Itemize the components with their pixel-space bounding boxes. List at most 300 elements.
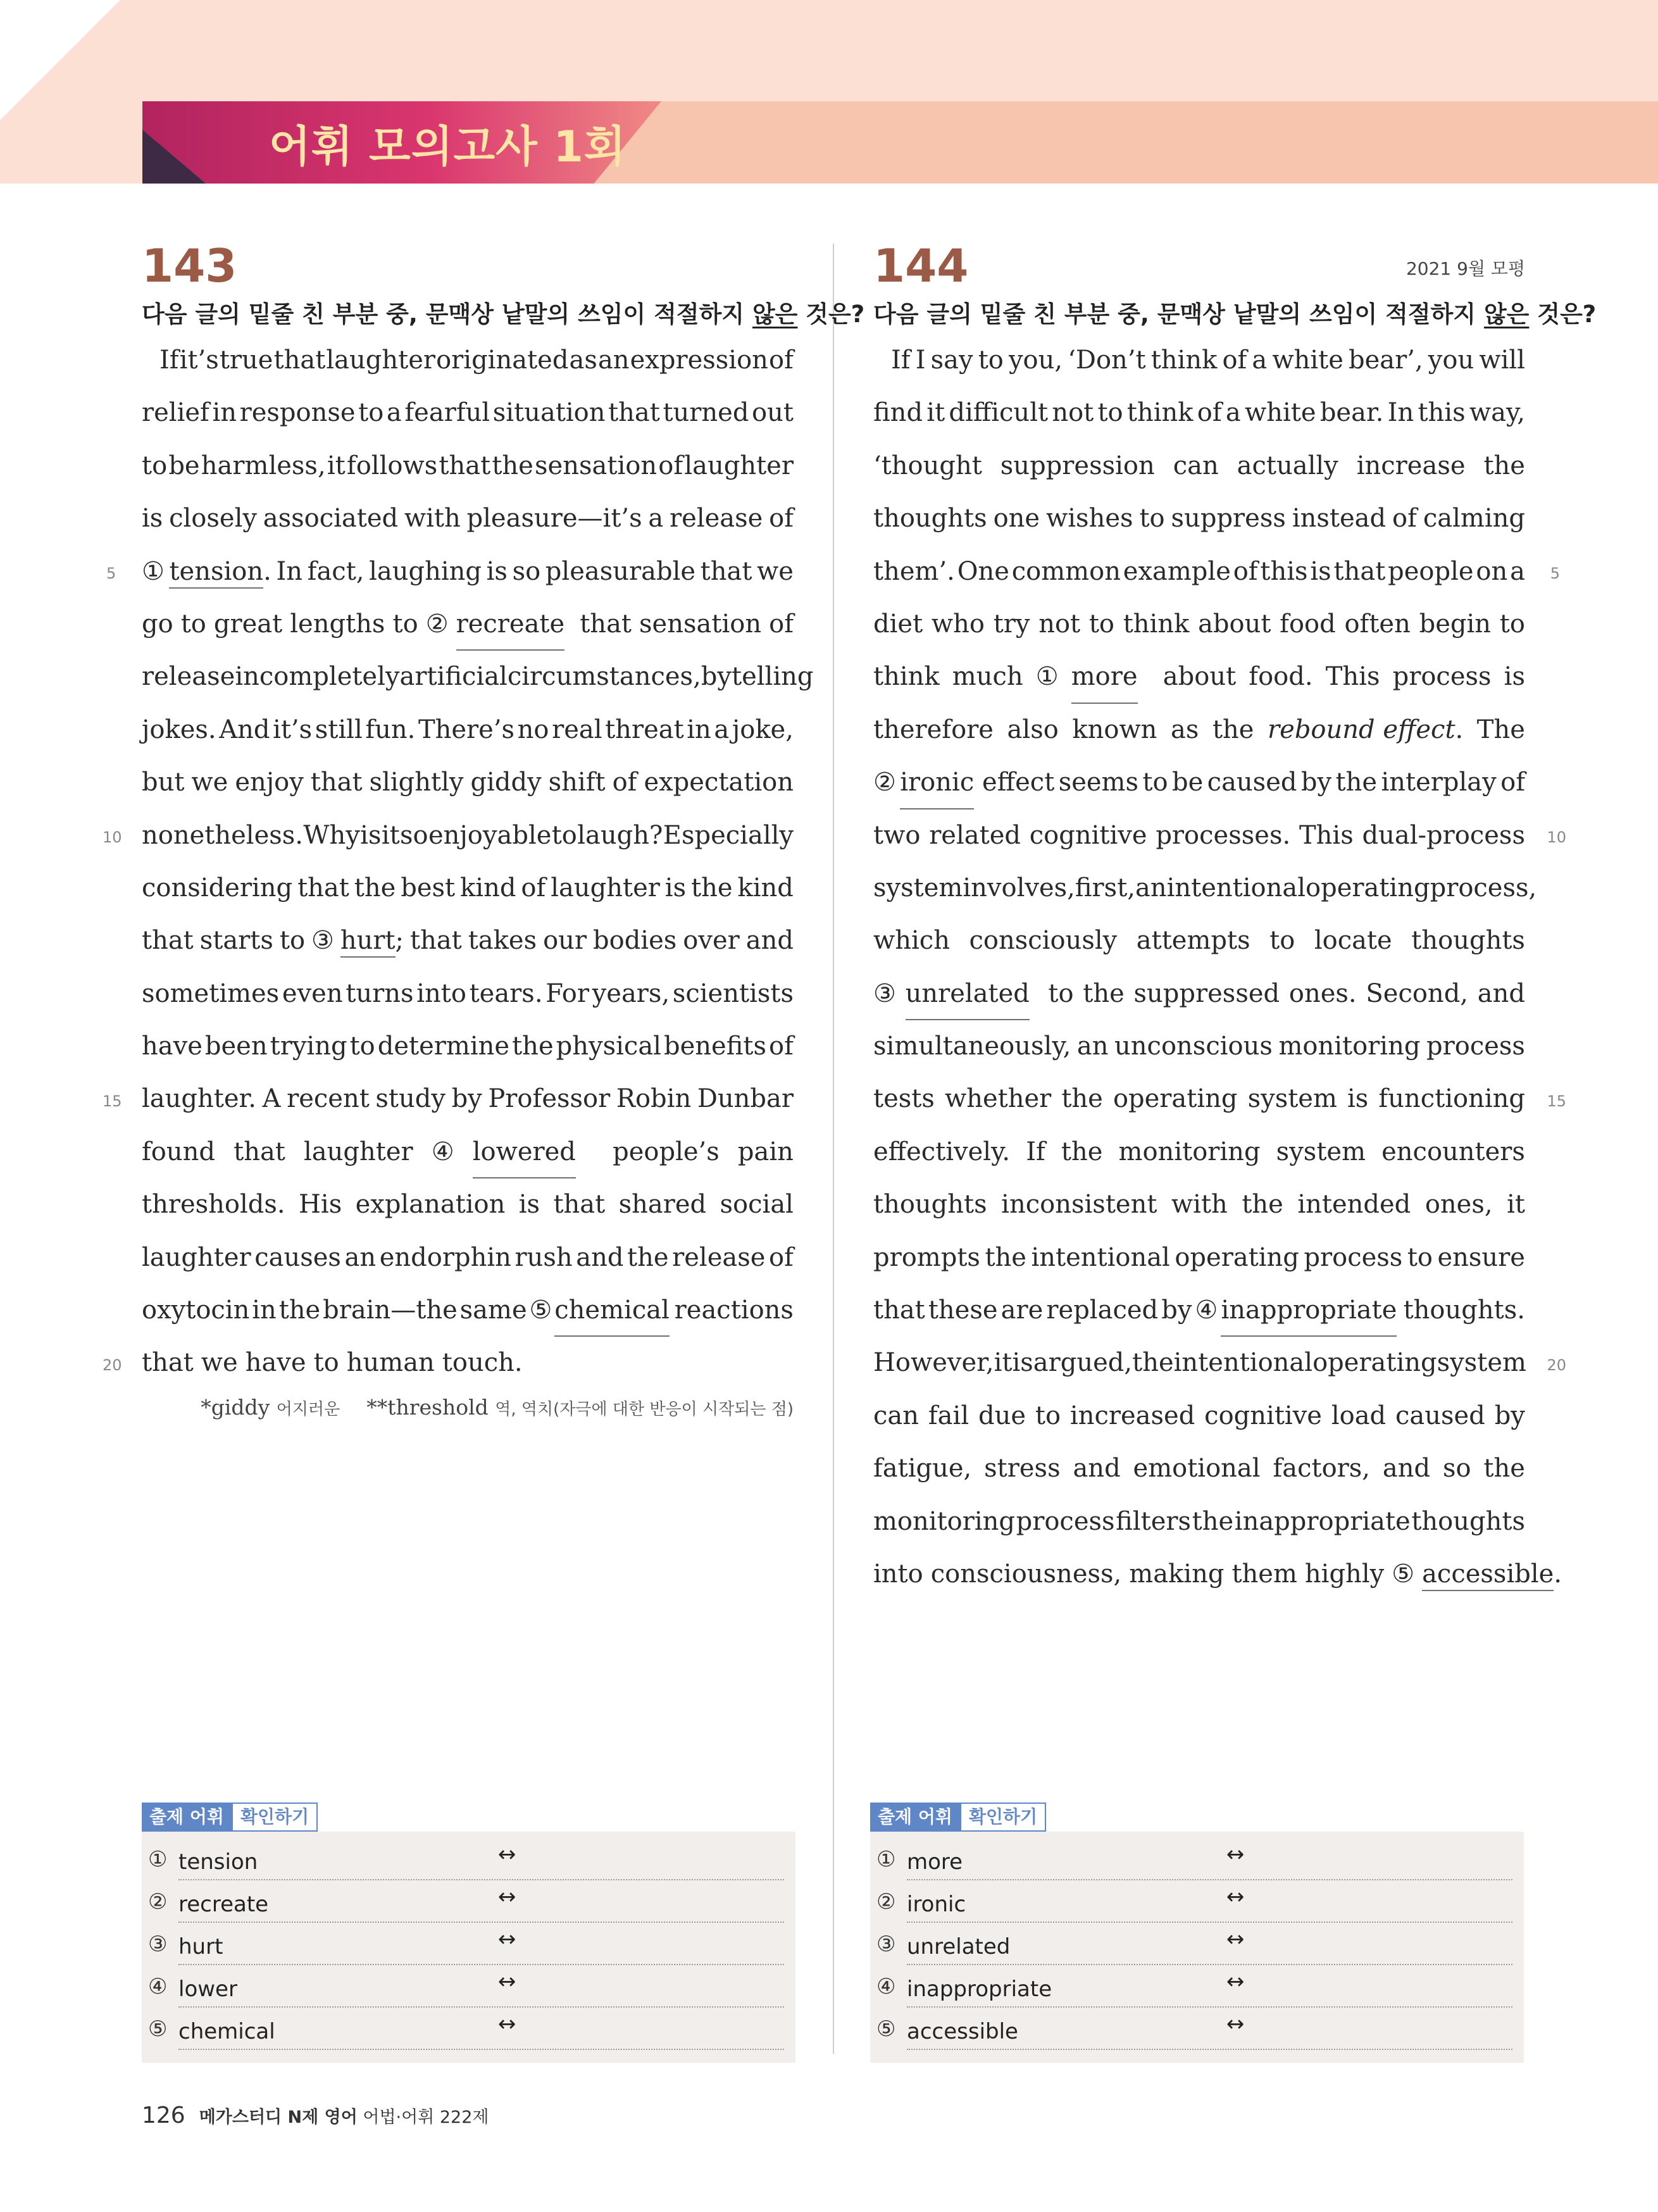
word: joke,	[732, 715, 794, 744]
word: a	[714, 715, 730, 744]
word: that	[310, 768, 363, 797]
word: been	[204, 1032, 268, 1061]
word: difficult	[949, 398, 1049, 428]
word: involves,	[963, 873, 1075, 903]
prompt-text: 다음 글의 밑줄 친 부분 중, 문맥상 낱말의 쓰임이 적절하지	[142, 301, 752, 328]
word: so	[400, 820, 428, 850]
prompt-underlined: 않은	[752, 301, 798, 328]
vocab-tab-check: 확인하기	[232, 1803, 318, 1832]
word: by	[451, 1084, 482, 1114]
word: first,	[1075, 873, 1135, 903]
word: intentional	[1166, 873, 1306, 903]
word: still	[315, 715, 363, 744]
word: considering	[142, 873, 293, 903]
word: making	[1129, 1559, 1225, 1589]
word: it	[1507, 1190, 1525, 1220]
passage-line	[142, 387, 794, 439]
word: be	[1171, 768, 1204, 797]
word: over	[683, 926, 740, 956]
word: a	[386, 398, 402, 428]
word: that	[142, 1348, 194, 1378]
word: slightly	[369, 768, 464, 797]
word: ones,	[1424, 1190, 1493, 1220]
word: the	[492, 451, 533, 480]
word: ②	[425, 609, 449, 639]
question-143	[103, 237, 865, 1420]
line-number: 20	[1547, 1356, 1566, 1374]
word: oxytocin	[142, 1296, 250, 1325]
word: ②	[873, 768, 896, 797]
word: release	[670, 504, 763, 534]
word: associated	[263, 504, 399, 534]
word: dual-process	[1362, 820, 1525, 850]
word: threat	[605, 715, 684, 744]
word: thoughts	[873, 1190, 987, 1220]
word: an	[344, 1242, 377, 1272]
word: This	[1299, 820, 1354, 850]
word: Robin	[616, 1084, 692, 1114]
word: closely	[169, 504, 257, 534]
word: of	[1500, 768, 1525, 797]
word: in	[252, 1296, 277, 1325]
word: suppression	[1000, 451, 1155, 480]
word: relief	[142, 398, 209, 428]
word: is	[142, 504, 163, 534]
antonym-arrow-icon: ↔	[1226, 1969, 1245, 1994]
header-dark-triangle	[142, 130, 206, 184]
word: white	[1245, 398, 1316, 428]
word: telling	[732, 662, 814, 692]
word: In	[276, 556, 303, 586]
word: expectation	[644, 768, 794, 797]
vocab-tab-label: 출제 어휘	[870, 1803, 960, 1832]
vocab-row	[148, 2008, 784, 2050]
underlined-word: unrelated	[906, 968, 1030, 1020]
word: system	[1247, 1084, 1337, 1114]
word: rush	[514, 1242, 573, 1272]
word: thresholds.	[142, 1190, 285, 1220]
word: completely	[259, 662, 400, 692]
word: the	[1061, 1137, 1103, 1166]
word: bear’,	[1349, 346, 1423, 375]
word: no	[517, 715, 549, 744]
passage-line	[142, 1284, 794, 1337]
word: system	[1437, 1348, 1526, 1378]
word: to	[551, 820, 577, 850]
word: intended	[1297, 1190, 1411, 1220]
vocab-number: ④	[876, 1974, 896, 1999]
word: In	[1387, 398, 1414, 428]
word: into	[416, 978, 466, 1008]
word: functioning	[1378, 1084, 1525, 1114]
line-number: 10	[1547, 828, 1566, 846]
word: a	[648, 504, 664, 534]
word: interplay	[1381, 768, 1497, 797]
vocab-check-box	[870, 1803, 1524, 2063]
word: recent	[287, 1084, 370, 1114]
word: out	[752, 398, 794, 428]
word: .	[1455, 715, 1464, 744]
word: system	[1276, 1137, 1366, 1166]
word: the	[1335, 768, 1378, 797]
word: process	[1392, 662, 1492, 692]
passage-line	[873, 809, 1525, 862]
word-group	[340, 915, 404, 967]
passage-line	[873, 598, 1525, 651]
word: turned	[663, 398, 749, 428]
word: emotional	[1133, 1454, 1261, 1484]
vocab-row	[876, 1880, 1512, 1923]
word: bodies	[593, 926, 677, 956]
word: inconsistent	[1001, 1190, 1157, 1220]
word: people	[1388, 556, 1474, 586]
word: pleasurable	[545, 556, 696, 586]
word: this	[1418, 398, 1466, 428]
word: real	[552, 715, 602, 744]
word: Why	[303, 820, 360, 850]
underlined-word: accessible	[1422, 1559, 1554, 1591]
word: enjoyable	[428, 820, 552, 850]
page-number: 126	[142, 2103, 185, 2128]
underlined-word: ironic	[900, 756, 974, 809]
word: also	[1007, 715, 1059, 744]
word: and	[1477, 978, 1525, 1008]
vocab-row	[148, 1965, 784, 2008]
word: a	[1225, 398, 1241, 428]
question-144	[873, 237, 1597, 1601]
word: I	[915, 346, 926, 375]
word: that	[273, 346, 326, 375]
passage-line	[873, 1284, 1525, 1337]
word: white	[1272, 346, 1343, 375]
word: so	[1442, 1454, 1471, 1484]
word: it	[926, 398, 945, 428]
vocab-row	[876, 1923, 1512, 1965]
vocab-number: ③	[148, 1932, 168, 1957]
antonym-arrow-icon: ↔	[1226, 1842, 1245, 1867]
word: However,	[873, 1348, 994, 1378]
word: years,	[592, 978, 670, 1008]
word: have	[245, 1348, 306, 1378]
vocab-check-box	[142, 1803, 795, 2063]
word: ‘thought	[873, 451, 982, 480]
word: caused	[1207, 768, 1297, 797]
word: think	[1150, 346, 1218, 375]
word: ④	[1195, 1296, 1218, 1325]
word: great	[213, 609, 283, 639]
word: effect	[982, 768, 1055, 797]
word: diet	[873, 609, 923, 639]
word: process	[1426, 1032, 1525, 1061]
word: study	[375, 1084, 446, 1114]
underlined-word: chemical	[554, 1284, 670, 1337]
word: of	[612, 768, 637, 797]
word: monitoring	[1278, 1032, 1421, 1061]
word: attempts	[1136, 926, 1250, 956]
word: it’s	[273, 715, 313, 744]
word: therefore	[873, 715, 994, 744]
word: can	[873, 1401, 919, 1430]
word: seems	[1058, 768, 1139, 797]
word: to	[1269, 926, 1295, 956]
word: so	[512, 556, 541, 586]
header-corner-cut	[0, 0, 120, 120]
word: much	[952, 662, 1023, 692]
word: of	[1233, 556, 1258, 586]
word: fun.	[365, 715, 416, 744]
word: the	[278, 1296, 321, 1325]
passage-line	[142, 1073, 794, 1125]
word: to	[1142, 768, 1168, 797]
word: we	[757, 556, 794, 586]
word: trying	[270, 1032, 347, 1061]
word: lengths	[290, 609, 385, 639]
word: is	[518, 1190, 540, 1220]
word: endorphin	[379, 1242, 511, 1272]
word: you,	[1008, 346, 1063, 375]
passage-line	[142, 440, 794, 492]
word: circumstances,	[507, 662, 701, 692]
passage-line	[142, 598, 794, 651]
word: is	[360, 820, 382, 850]
word: into	[873, 1559, 923, 1589]
line-number: 5	[1550, 564, 1560, 582]
word: stress	[984, 1454, 1061, 1484]
antonym-arrow-icon: ↔	[498, 1969, 516, 1994]
word: is	[486, 556, 508, 586]
word: these	[928, 1296, 998, 1325]
antonym-arrow-icon: ↔	[1226, 1884, 1245, 1909]
word: increase	[1356, 451, 1466, 480]
word: to	[1088, 609, 1114, 639]
word: jokes.	[142, 715, 216, 744]
word: operating	[1306, 873, 1430, 903]
word: you	[1428, 346, 1474, 375]
passage-line	[142, 968, 794, 1020]
word: bear.	[1319, 398, 1384, 428]
passage-line	[142, 546, 794, 598]
word: of	[769, 1242, 794, 1272]
prompt-underlined: 않은	[1483, 301, 1530, 328]
word: begin	[1419, 609, 1492, 639]
line-number: 10	[103, 828, 122, 846]
word: calming	[1423, 504, 1525, 534]
line-number: 20	[103, 1356, 122, 1374]
word: operating	[1312, 1348, 1437, 1378]
passage-line	[873, 492, 1525, 545]
word: it’s	[179, 346, 219, 375]
vocab-row	[876, 1965, 1512, 2008]
footnote-word: *giddy	[201, 1394, 270, 1420]
word: an	[1135, 873, 1167, 903]
prompt-text-end: 것은?	[1529, 301, 1597, 328]
vocab-word: lower	[178, 1977, 237, 2002]
word: caused	[1395, 1401, 1485, 1430]
word: people’s	[613, 1137, 720, 1166]
word: This	[1325, 662, 1380, 692]
word: If	[891, 346, 911, 375]
vocab-number: ③	[876, 1932, 896, 1957]
word: that	[580, 609, 632, 639]
word: cognitive	[1204, 1401, 1322, 1430]
word: fatigue,	[873, 1454, 972, 1484]
passage-line	[142, 1020, 794, 1073]
word: Especially	[663, 820, 794, 850]
line-number: 5	[106, 564, 116, 582]
word: to	[1407, 1242, 1433, 1272]
passage-line	[873, 1178, 1525, 1231]
word: If	[1026, 1137, 1045, 1166]
word: If	[159, 346, 179, 375]
passage	[873, 334, 1566, 1601]
word: try	[993, 609, 1030, 639]
vocab-number: ①	[876, 1847, 896, 1872]
passage-line	[142, 492, 794, 545]
vocab-row	[876, 1838, 1512, 1880]
word: to	[358, 398, 384, 428]
antonym-arrow-icon: ↔	[498, 1927, 516, 1952]
vocab-list	[870, 1832, 1524, 2063]
word: laughing	[369, 556, 482, 586]
word: true	[219, 346, 273, 375]
word: response	[239, 398, 356, 428]
word: thoughts	[1411, 1506, 1525, 1536]
word: process,	[1430, 873, 1537, 903]
word: is	[1012, 1348, 1033, 1378]
word: wishes	[1046, 504, 1133, 534]
antonym-arrow-icon: ↔	[498, 1842, 516, 1867]
line-number: 15	[1547, 1092, 1566, 1110]
word: There’s	[418, 715, 515, 744]
word: to	[1035, 1401, 1061, 1430]
question-prompt	[142, 296, 865, 333]
word: laughter.	[142, 1084, 256, 1114]
word: operating	[1175, 1242, 1299, 1272]
vocab-list	[142, 1832, 795, 2063]
word: artificial	[399, 662, 508, 692]
word: of	[769, 1032, 794, 1061]
word: starts	[199, 926, 273, 956]
word: of	[1222, 346, 1247, 375]
word: harmless,	[201, 451, 326, 480]
word: thoughts	[873, 504, 987, 534]
word: who	[931, 609, 985, 639]
word: encounters	[1381, 1137, 1525, 1166]
word: One	[957, 556, 1009, 586]
passage-line	[873, 440, 1525, 492]
source-label: 2021 9월 모평	[1406, 258, 1525, 279]
word: of	[1197, 398, 1222, 428]
word: that	[1333, 556, 1386, 586]
underlined-word: recreate	[456, 598, 565, 651]
word: sensation	[535, 451, 658, 480]
vocab-tab	[142, 1803, 795, 1832]
passage-line	[873, 651, 1525, 703]
word: find	[873, 398, 923, 428]
passage-line	[142, 704, 794, 756]
line-number: 15	[103, 1092, 122, 1110]
word: laughter	[551, 873, 660, 903]
page-title: 어휘 모의고사 1회	[269, 122, 626, 172]
word: load	[1331, 1401, 1387, 1430]
word: by	[1494, 1401, 1525, 1430]
word: the	[354, 873, 396, 903]
word: Second,	[1366, 978, 1469, 1008]
word: related	[929, 820, 1021, 850]
antonym-arrow-icon: ↔	[498, 2011, 516, 2037]
passage-line	[142, 915, 794, 967]
word: intentional	[1031, 1242, 1170, 1272]
word: shift	[548, 768, 606, 797]
italic-phrase: rebound effect	[1268, 715, 1455, 744]
word: fail	[928, 1401, 969, 1430]
underlined-word: tension	[169, 557, 263, 589]
word: of	[521, 873, 546, 903]
word: in	[212, 398, 237, 428]
word: the	[1083, 978, 1125, 1008]
passage-line	[873, 704, 1525, 756]
word: say	[930, 346, 973, 375]
word: increased	[1069, 1401, 1195, 1430]
antonym-arrow-icon: ↔	[498, 1884, 516, 1909]
word: example	[1123, 556, 1231, 586]
word: with	[1171, 1190, 1228, 1220]
word: nonetheless.	[142, 820, 304, 850]
vocab-word: tension	[178, 1849, 258, 1875]
word: ‘Don’t	[1068, 346, 1146, 375]
word: found	[142, 1137, 216, 1166]
word: way,	[1469, 398, 1525, 428]
word: the	[1483, 451, 1525, 480]
word: turns	[346, 978, 414, 1008]
passage-line	[142, 1232, 794, 1284]
word: processes.	[1156, 820, 1291, 850]
word: expression	[630, 346, 768, 375]
word: one	[993, 504, 1040, 534]
word: originated	[436, 346, 569, 375]
question-prompt	[873, 296, 1597, 333]
word: it	[327, 451, 346, 480]
word: is	[664, 873, 687, 903]
word: about	[1198, 609, 1271, 639]
vocab-row	[876, 2008, 1512, 2050]
vocab-word: chemical	[178, 2019, 275, 2044]
word: of	[769, 346, 794, 375]
word: with	[404, 504, 461, 534]
vocab-number: ②	[148, 1889, 168, 1915]
word: be	[168, 451, 200, 480]
word: prompts	[873, 1242, 980, 1272]
word: are	[1000, 1296, 1044, 1325]
word: to	[392, 609, 418, 639]
passage-line	[873, 1496, 1525, 1548]
word: explanation	[355, 1190, 506, 1220]
word: human	[346, 1348, 435, 1378]
antonym-arrow-icon: ↔	[1226, 2011, 1245, 2037]
passage-line	[873, 1548, 1562, 1601]
word: follows	[346, 451, 438, 480]
word: filters	[1116, 1506, 1192, 1536]
word: an	[1076, 1032, 1109, 1061]
passage-line	[873, 1020, 1525, 1073]
vocab-row	[148, 1923, 784, 1965]
passage-line	[873, 756, 1525, 809]
word: by	[1300, 768, 1332, 797]
word: the	[1483, 1454, 1525, 1484]
vocab-word: recreate	[178, 1892, 269, 1917]
word: thoughts	[1411, 926, 1525, 956]
column-divider	[833, 244, 834, 2054]
